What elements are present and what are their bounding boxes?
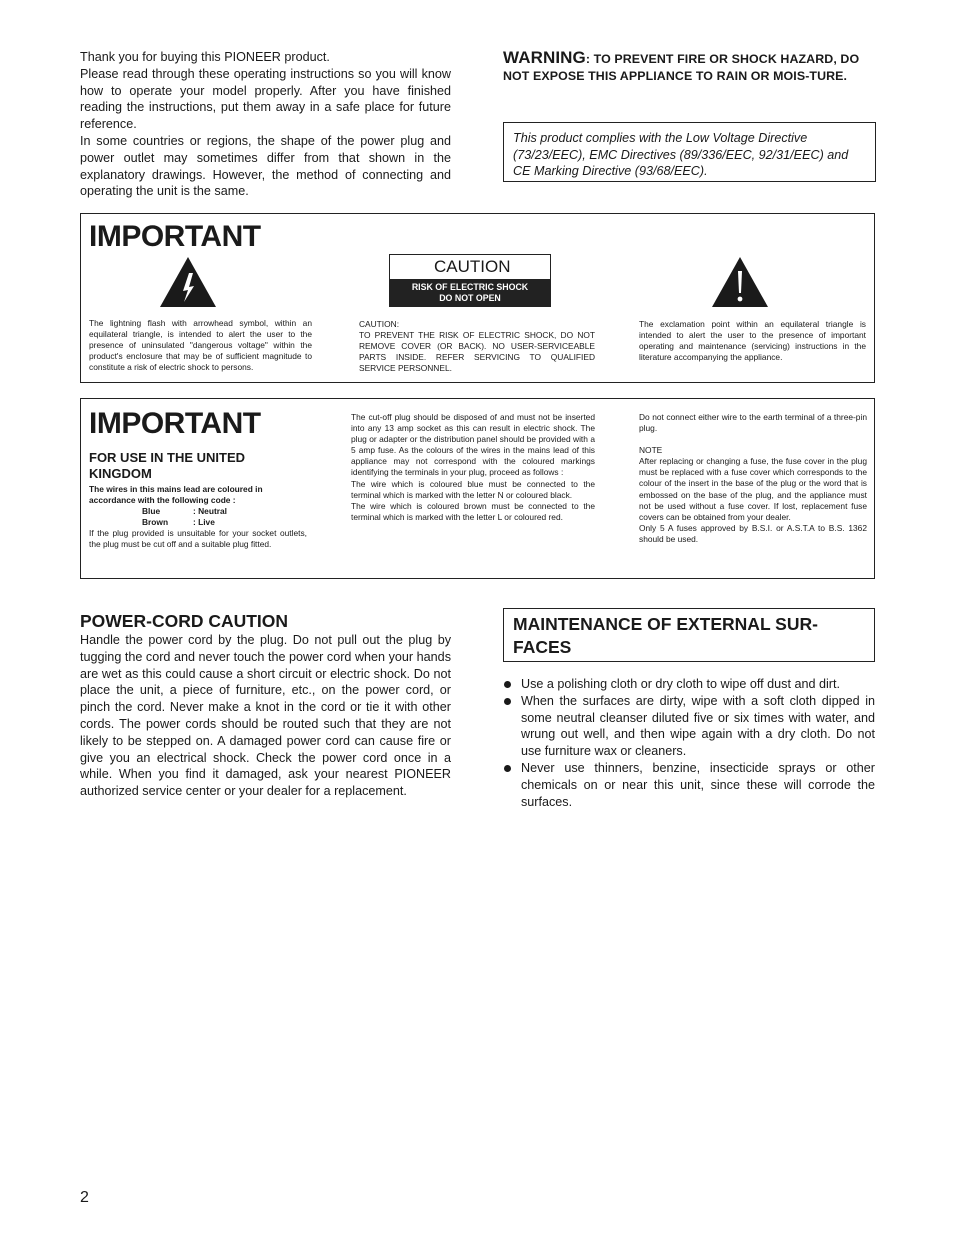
important-title-1: IMPORTANT	[89, 220, 261, 253]
important-uk-plug-box	[80, 398, 875, 579]
caution-risk-text: RISK OF ELECTRIC SHOCK	[411, 282, 529, 292]
list-item: Never use thinners, benzine, insecticide sprays or other chemicals on or near this unit, since these will corrode the surfaces.	[503, 760, 875, 810]
maintenance-list	[503, 676, 875, 810]
important-safety-symbols-box	[80, 213, 875, 383]
fuse-note-column	[639, 412, 867, 545]
intro-text	[80, 49, 451, 200]
power-cord-heading: POWER-CORD CAUTION	[80, 611, 289, 631]
earth-terminal-text: Do not connect either wire to the earth terminal of a three-pin plug.	[639, 412, 867, 434]
note-heading: NOTE	[639, 445, 663, 456]
blue-wire-text: The wire which is coloured blue must be connected to the terminal which is marked with the letter N or coloured black.	[351, 478, 595, 500]
caution-label-title: CAUTION	[434, 257, 511, 276]
caution-label-subtext	[390, 279, 550, 306]
brown-wire-text: The wire which is coloured brown must be connected to the terminal which is marked with the letter L or coloured red.	[351, 500, 595, 522]
lightning-warning-icon	[158, 255, 218, 309]
list-item: When the surfaces are dirty, wipe with a soft cloth dipped in some neutral cleanser diluted five or six times with water, and wrung out well, and then wipe again with a dry cloth. Do not use furniture wax or cleaners.	[503, 693, 875, 760]
uk-column	[89, 450, 307, 550]
blue-wire-row	[89, 506, 307, 517]
caution-body: TO PREVENT THE RISK OF ELECTRIC SHOCK, DO NOT REMOVE COVER (OR BACK). NO USER-SERVICEABLE PARTS INSIDE. REFER SERVICING TO QUALIFIED SERVICE PERSONNEL.	[359, 330, 595, 374]
warning-text: : TO PREVENT FIRE OR SHOCK HAZARD, DO NOT EXPOSE THIS APPLIANCE TO RAIN OR MOIS-TURE.	[503, 52, 860, 83]
caution-do-not-open-text: DO NOT OPEN	[439, 293, 501, 303]
unsuitable-plug-text: If the plug provided is unsuitable for your socket outlets, the plug must be cut off and a suitable plug fitted.	[89, 528, 307, 550]
list-item: Use a polishing cloth or dry cloth to wipe off dust and dirt.	[503, 676, 875, 693]
caution-text-block	[359, 319, 595, 374]
brown-wire-row	[89, 517, 307, 528]
exclamation-warning-icon	[710, 255, 770, 309]
caution-heading: CAUTION:	[359, 319, 400, 329]
fuse-cover-text: After replacing or changing a fuse, the fuse cover in the plug must be replaced with a fuse cover which corresponds to the colour of the insert in the base of the plug or the word that is embossed on the base of the plug, and the appliance must not be used without a fuse cover. If lost, replacement fuse covers can be obtained from your dealer.	[639, 456, 867, 522]
neutral-label: : Neutral	[193, 506, 227, 516]
fuse-approval-text: Only 5 A fuses approved by B.S.I. or A.S.T.A to B.S. 1362 should be used.	[639, 522, 867, 544]
page-number: 2	[80, 1189, 89, 1206]
live-label: : Live	[193, 517, 215, 527]
brown-label: Brown	[142, 517, 169, 527]
intro-plug-shape: In some countries or regions, the shape of the power plug and power outlet may sometimes differ from that shown in the explanatory drawings. However, the method of connecting and operating the unit is the same.	[80, 133, 451, 199]
important-title-2: IMPORTANT	[89, 407, 261, 440]
lightning-symbol-text: The lightning flash with arrowhead symbol, within an equilateral triangle, is intended to alert the user to the presence of uninsulated "dangerous voltage" within the product's enclosure that may be of sufficient magnitude to constitute a risk of electric shock to persons.	[89, 318, 312, 373]
caution-label-graphic	[389, 254, 551, 307]
wires-code-text: The wires in this mains lead are coloured in accordance with the following code :	[89, 484, 263, 505]
maintenance-heading-box	[503, 608, 875, 662]
blue-label: Blue	[142, 506, 161, 516]
warning-notice	[503, 49, 878, 85]
cut-off-plug-text: The cut-off plug should be disposed of and must not be inserted into any 13 amp socket as this can result in electric shock. The plug or adapter or the distribution panel should be provided with a 5 amp fuse. As the colours of the wires in the mains lead of this appliance may not correspond with the coloured markings identifying the terminals in your plug, proceed as follows :	[351, 412, 595, 478]
intro-thanks: Thank you for buying this PIONEER product.	[80, 50, 330, 64]
maintenance-heading: MAINTENANCE OF EXTERNAL SUR-FACES	[513, 614, 818, 657]
cut-off-plug-column	[351, 412, 595, 523]
warning-label: WARNING	[503, 48, 586, 67]
exclamation-symbol-text: The exclamation point within an equilateral triangle is intended to alert the user to the presence of important operating and maintenance (servicing) instructions in the literature accompanying the appliance.	[639, 319, 866, 363]
power-cord-text: Handle the power cord by the plug. Do not pull out the plug by tugging the cord and never touch the power cord when your hands are wet as this could cause a short circuit or electric shock. Do not place the unit, a piece of furniture, etc., on the power cord, or pinch the cord. Never make a knot in the cord or tie it with other cords. The power cords should be routed such that they are not likely to be stepped on. A damaged power cord can cause fire or give you an electrical shock. Check the power cord once in a while. When you find it damaged, ask your nearest PIONEER authorized service center or your dealer for a replacement.	[80, 633, 451, 799]
intro-read-instructions: Please read through these operating instructions so you will know how to operate your model properly. After you have finished reading the instructions, put them away in a safe place for future reference.	[80, 66, 451, 132]
uk-heading: FOR USE IN THE UNITED KINGDOM	[89, 450, 246, 481]
directive-box: This product complies with the Low Voltage Directive (73/23/EEC), EMC Directives (89/336/EEC, 92/31/EEC) and CE Marking Directive (93/68/EEC).	[503, 122, 876, 182]
